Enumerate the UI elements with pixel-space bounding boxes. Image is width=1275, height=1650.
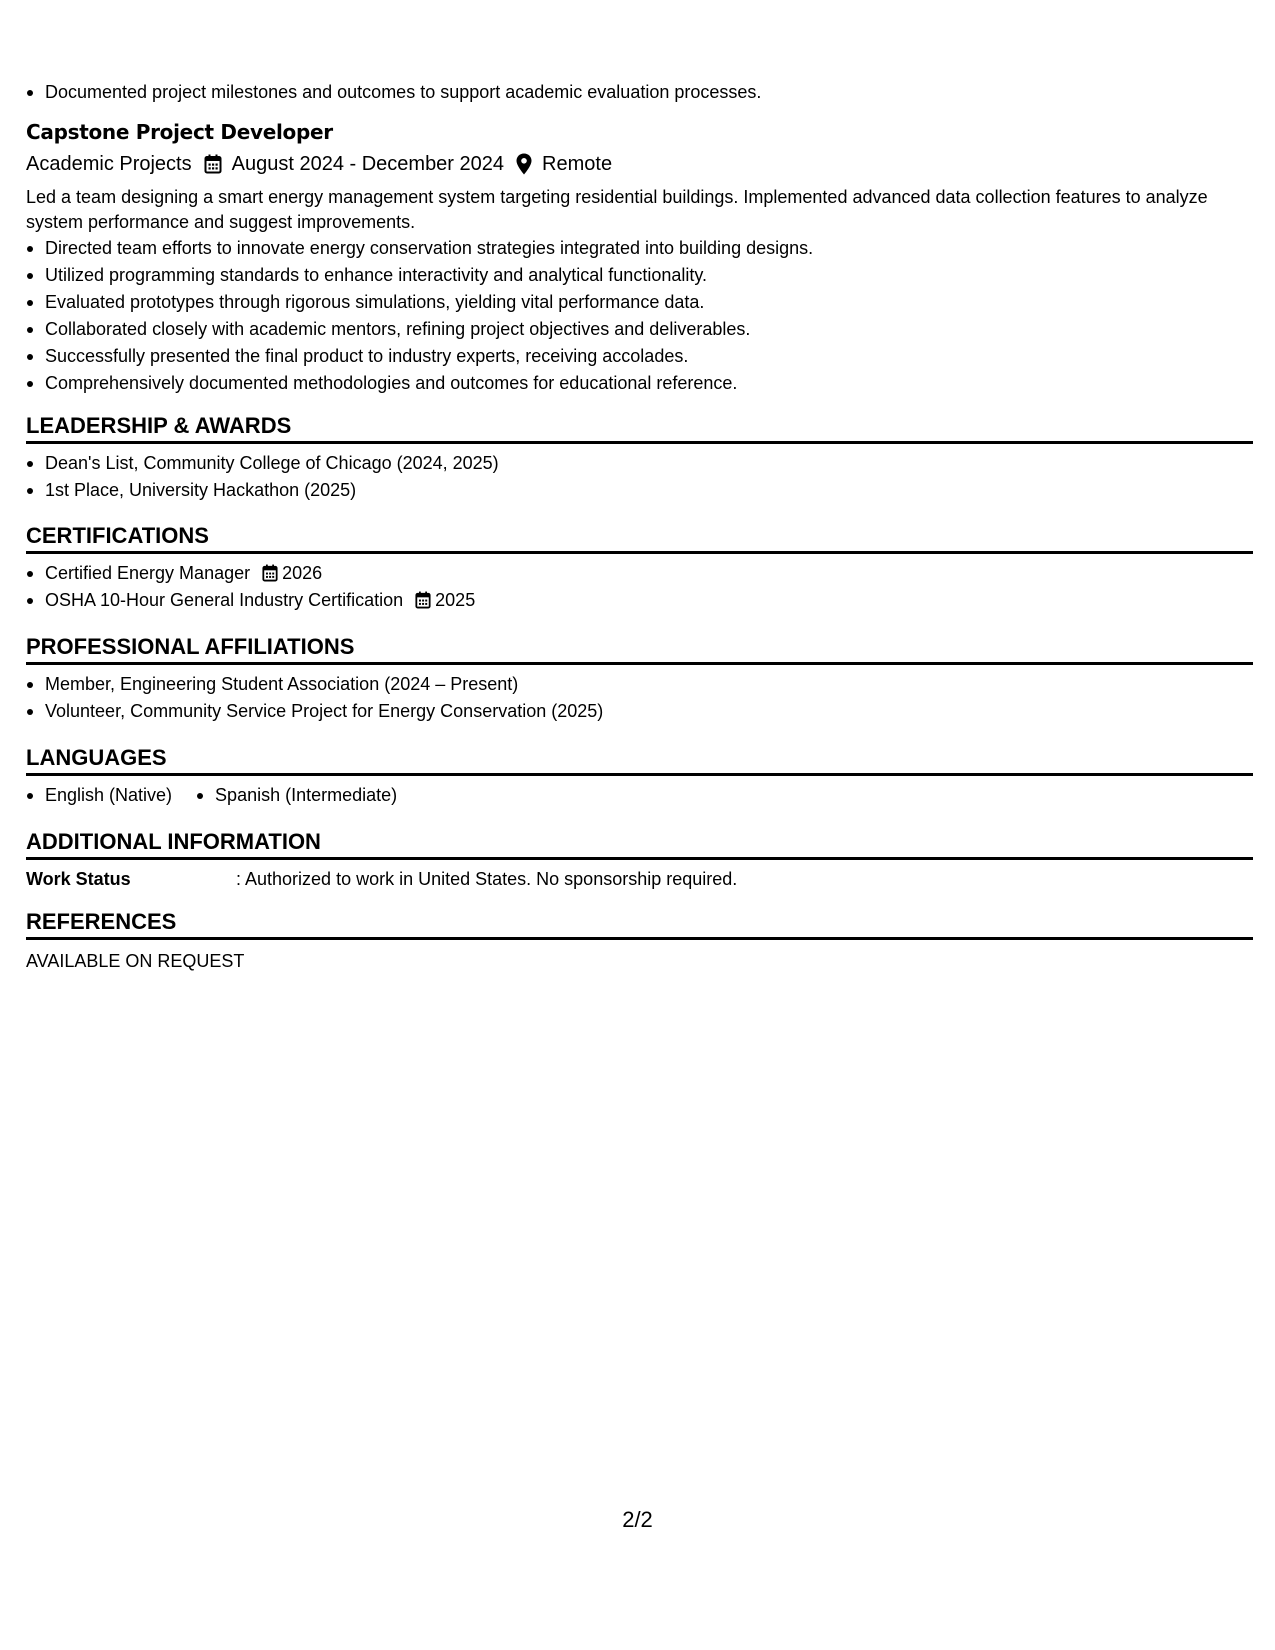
languages-list (26, 782, 1253, 809)
job-bullets (26, 235, 813, 397)
previous-job-bullets (26, 79, 761, 106)
work-status-row (26, 866, 1253, 892)
list-item (26, 587, 1253, 614)
section-leadership (26, 411, 1253, 504)
section-additional-information (26, 827, 1253, 892)
certification-name: Certified Energy Manager (45, 563, 251, 583)
references-text: AVAILABLE ON REQUEST (26, 951, 245, 971)
list-item: Comprehensively documented methodologies and outcomes for educational reference. (26, 370, 813, 397)
work-status-value: : Authorized to work in United States. No sponsorship required. (236, 869, 738, 889)
section-divider (26, 441, 1253, 444)
job-organization: Academic Projects (26, 153, 192, 175)
section-divider (26, 773, 1253, 776)
list-item: 1st Place, University Hackathon (2025) (26, 477, 1253, 504)
section-divider (26, 937, 1253, 940)
section-references (26, 907, 1253, 974)
job-description: Led a team designing a smart energy management system targeting residential buildings. Implemented advanced data collection features to analyze system performance and suggest improvements. (26, 187, 1208, 232)
list-item: English (Native) (26, 782, 172, 809)
calendar-icon (262, 564, 278, 582)
list-item: Utilized programming standards to enhance interactivity and analytical functionality. (26, 262, 813, 289)
certification-name: OSHA 10-Hour General Industry Certification (45, 590, 404, 610)
job-title: Capstone Project Developer (26, 120, 333, 144)
section-heading: LANGUAGES (26, 745, 167, 770)
map-pin-icon (516, 153, 532, 175)
section-languages (26, 743, 1253, 809)
list-item: Evaluated prototypes through rigorous simulations, yielding vital performance data. (26, 289, 813, 316)
list-item: Spanish (Intermediate) (196, 782, 397, 809)
list-item (26, 560, 1253, 587)
section-heading: REFERENCES (26, 909, 177, 934)
section-divider (26, 551, 1253, 554)
page-number: 2/2 (622, 1507, 653, 1532)
job-meta (26, 150, 612, 178)
section-heading: ADDITIONAL INFORMATION (26, 829, 321, 854)
leadership-list (26, 450, 1253, 504)
section-divider (26, 857, 1253, 860)
calendar-icon (415, 591, 431, 609)
list-item: Directed team efforts to innovate energy conservation strategies integrated into building designs. (26, 235, 813, 262)
section-certifications (26, 521, 1253, 614)
section-divider (26, 662, 1253, 665)
certification-year: 2025 (435, 590, 476, 610)
certifications-list (26, 560, 1253, 614)
certification-year: 2026 (282, 563, 323, 583)
list-item: Documented project milestones and outcomes to support academic evaluation processes. (26, 79, 761, 106)
section-affiliations (26, 632, 1253, 725)
section-heading: PROFESSIONAL AFFILIATIONS (26, 634, 355, 659)
list-item: Volunteer, Community Service Project for Energy Conservation (2025) (26, 698, 1253, 725)
job-dates: August 2024 - December 2024 (231, 153, 505, 175)
list-item: Collaborated closely with academic mentors, refining project objectives and deliverables. (26, 316, 813, 343)
list-item: Dean's List, Community College of Chicago (2024, 2025) (26, 450, 1253, 477)
work-status-label: Work Status (26, 869, 131, 889)
list-item: Member, Engineering Student Association (2024 – Present) (26, 671, 1253, 698)
affiliations-list (26, 671, 1253, 725)
job-location: Remote (542, 153, 613, 175)
section-heading: LEADERSHIP & AWARDS (26, 413, 292, 438)
section-heading: CERTIFICATIONS (26, 523, 209, 548)
calendar-icon (204, 154, 222, 174)
list-item: Successfully presented the final product to industry experts, receiving accolades. (26, 343, 813, 370)
